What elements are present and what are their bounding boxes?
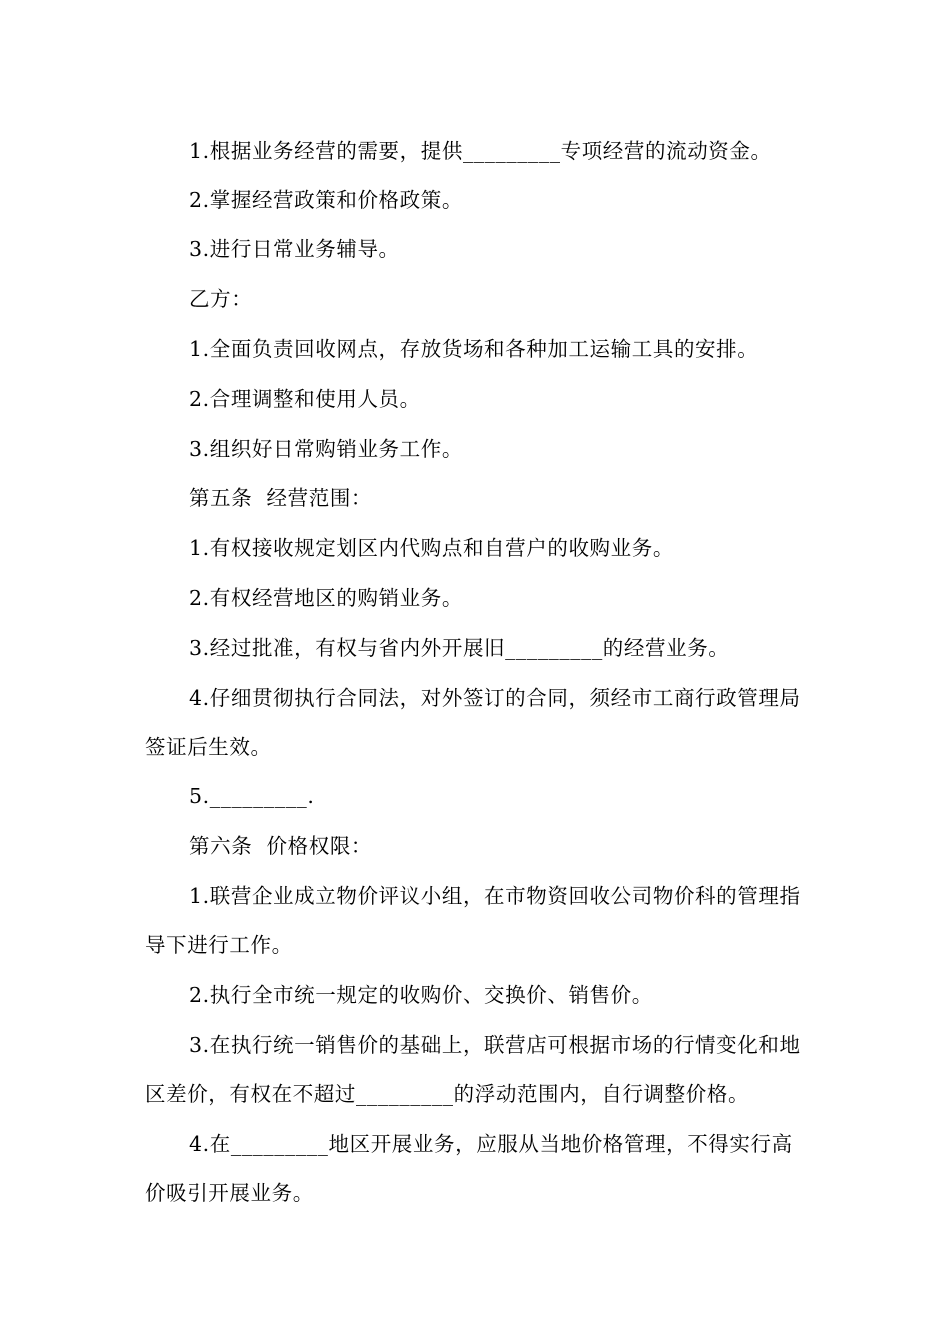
article-6-heading: 第六条 价格权限： [189,834,373,858]
paragraph-2: 2.掌握经营政策和价格政策。 [189,188,463,212]
paragraph-10: 2.有权经营地区的购销业务。 [189,586,463,610]
paragraph-16: 2.执行全市统一规定的收购价、交换价、销售价。 [189,983,653,1007]
paragraph-12: 4.仔细贯彻执行合同法，对外签订的合同，须经市工商行政管理局签证后生效。 [145,686,801,759]
paragraph-3: 3.进行日常业务辅导。 [189,237,400,261]
paragraph-11: 3.经过批准，有权与省内外开展旧_________的经营业务。 [189,636,730,660]
paragraph-18: 4.在_________地区开展业务，应服从当地价格管理，不得实行高价吸引开展业务。 [145,1132,793,1205]
paragraph-5: 1.全面负责回收网点，存放货场和各种加工运输工具的安排。 [189,337,759,361]
paragraph-7: 3.组织好日常购销业务工作。 [189,437,463,461]
paragraph-15: 1.联营企业成立物价评议小组，在市物资回收公司物价科的管理指导下进行工作。 [145,884,801,957]
party-b-heading: 乙方： [189,287,253,311]
paragraph-1: 1.根据业务经营的需要，提供_________专项经营的流动资金。 [189,139,772,163]
paragraph-17: 3.在执行统一销售价的基础上，联营店可根据市场的行情变化和地区差价，有权在不超过_________的浮动范围内，自行调整价格。 [145,1033,801,1106]
paragraph-13: 5._________. [189,784,315,808]
article-5-heading: 第五条 经营范围： [189,486,373,510]
paragraph-6: 2.合理调整和使用人员。 [189,387,421,411]
paragraph-9: 1.有权接收规定划区内代购点和自营户的收购业务。 [189,536,674,560]
